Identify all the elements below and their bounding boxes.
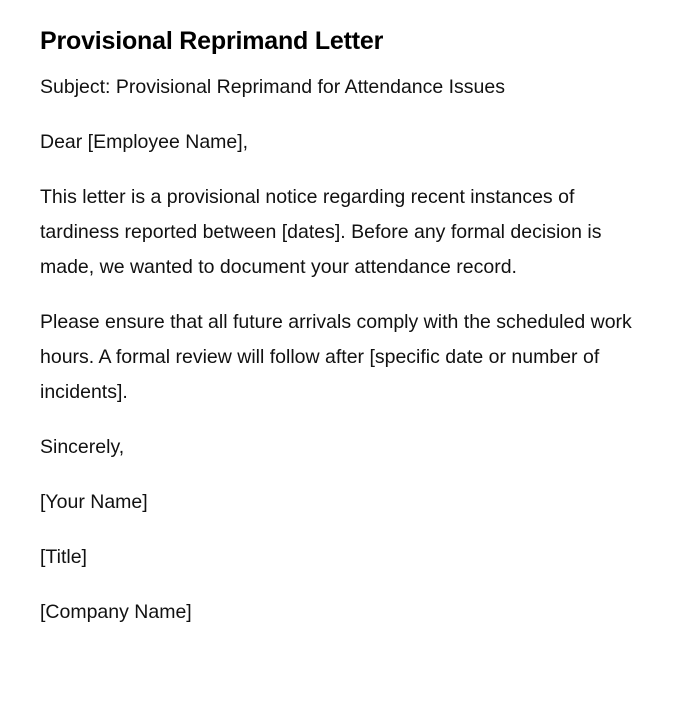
company-name: [Company Name] — [40, 601, 192, 623]
letter-subject: Subject: Provisional Reprimand for Attendance Issues — [40, 76, 506, 98]
letter-title: Provisional Reprimand Letter — [40, 27, 384, 55]
sender-name: [Your Name] — [40, 491, 148, 513]
sender-title: [Title] — [40, 546, 87, 568]
letter-paragraph-1: This letter is a provisional notice regarding recent instances of tardiness reported between [dates]. Before any formal decision is made, we wanted to document your attendance record. — [40, 186, 602, 278]
letter-paragraph-2: Please ensure that all future arrivals comply with the scheduled work hours. A formal review will follow after [specific date or number of incidents]. — [40, 311, 632, 403]
letter-salutation: Dear [Employee Name], — [40, 131, 249, 153]
letter-closing: Sincerely, — [40, 436, 125, 458]
